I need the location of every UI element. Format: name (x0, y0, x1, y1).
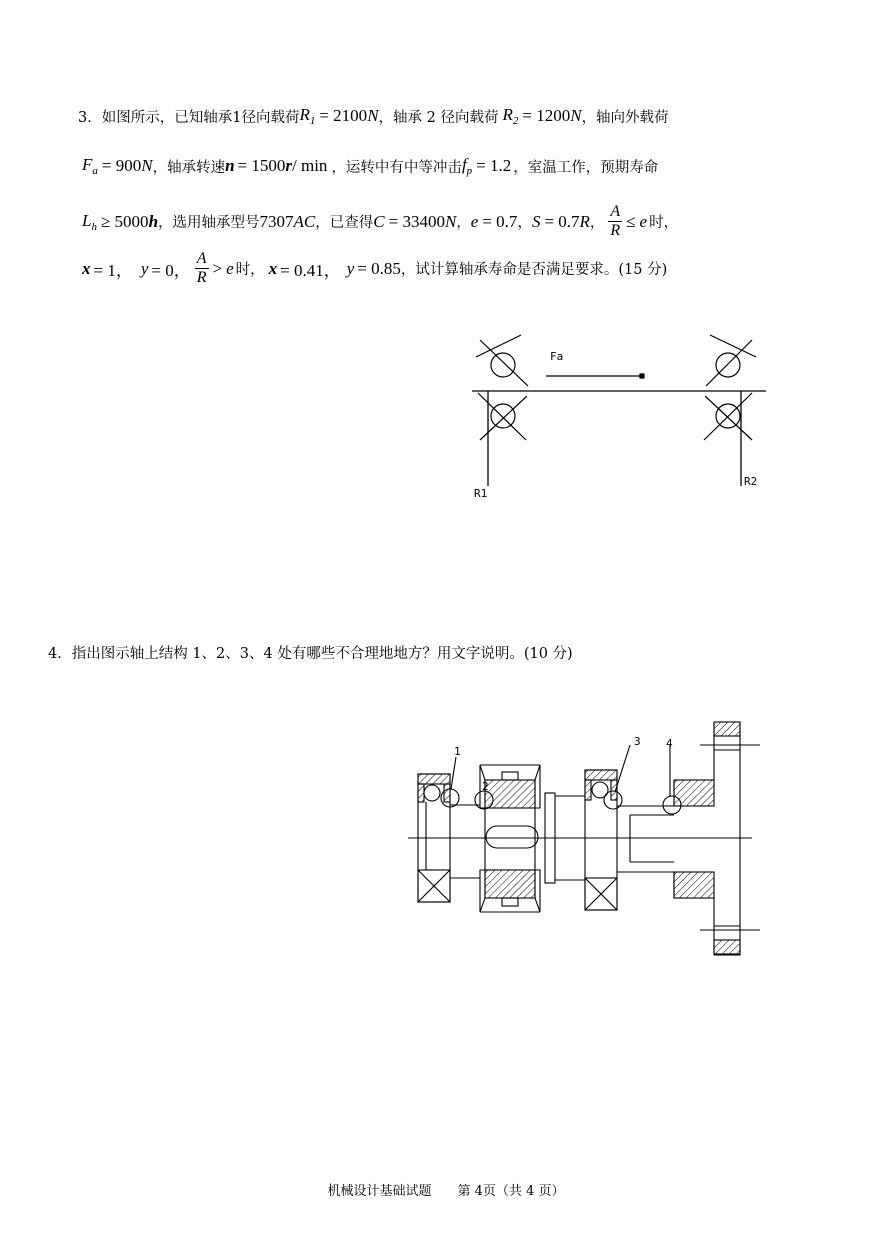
fraction-numerator: A (196, 250, 207, 267)
model-suffix: AC (293, 211, 316, 231)
s-r-symbol: R (579, 211, 590, 231)
unit-h: h (148, 211, 159, 231)
p3-text: ， (456, 215, 471, 231)
y-symbol: y (346, 258, 355, 278)
fraction-numerator: A (610, 203, 621, 220)
lh-symbol: $L_h$ (82, 210, 97, 233)
p3-text: ，轴承转速 (152, 159, 226, 176)
fa-label: Fa (550, 350, 564, 363)
p3-text: ，试计算轴承寿命是否满足要求。(15 分) (400, 262, 668, 278)
p3-text: ，选用轴承型号 (158, 215, 260, 231)
gt-sign: > (212, 258, 223, 278)
label-3: 3 (634, 735, 641, 748)
r2-value: = 1200 (522, 106, 571, 125)
unit-n: N (444, 211, 457, 231)
bearing-model: 7307 (259, 211, 294, 231)
p3-text: ，轴承 2 径向载荷 (378, 109, 499, 126)
n-symbol: n (225, 156, 235, 175)
leq-sign: ≤ (626, 211, 636, 231)
p3-text: ， (517, 215, 532, 231)
unit-r: r (285, 156, 293, 175)
c-value: = 33400 (388, 211, 445, 231)
c-symbol: C (373, 211, 385, 231)
s-value: = 0.7 (544, 211, 580, 231)
p3-text: ，室温工作，预期寿命 (513, 159, 659, 176)
x-symbol: x (82, 258, 91, 278)
x1-value: = 1， (93, 261, 133, 280)
unit-min: / min (292, 156, 328, 175)
unit-n: N (570, 106, 582, 125)
r1-symbol: $R_1$ (299, 105, 316, 127)
r1-value: = 2100 (319, 106, 368, 125)
fa-value: = 900 (101, 156, 142, 175)
fa-symbol: $F_a$ (82, 155, 98, 177)
x2-value: = 0.41， (280, 261, 341, 280)
r2-symbol: $R_2$ (502, 105, 519, 127)
unit-n: N (367, 106, 379, 125)
lh-value: ≥ 5000 (100, 211, 149, 231)
p3-text: 3．如图所示，已知轴承1径向载荷 (78, 109, 300, 126)
label-4: 4 (666, 737, 673, 750)
fp-symbol: $f_p$ (461, 155, 473, 177)
s-symbol: S (531, 211, 541, 231)
p4-text: 4．指出图示轴上结构 1、2、3、4 处有哪些不合理地地方？用文字说明。(10 分) (48, 646, 573, 662)
p3-text: ， (589, 215, 605, 231)
fraction-denominator: R (196, 269, 207, 286)
unit-n: N (141, 156, 153, 175)
y-symbol: y (140, 258, 149, 278)
r1-label: R1 (474, 487, 488, 500)
label-1: 1 (454, 745, 461, 758)
r2-label: R2 (744, 475, 758, 488)
p3-text: ，运转中有中等冲击 (331, 159, 462, 176)
y1-value: = 0， (151, 261, 191, 280)
y2-value: = 0.85 (357, 258, 401, 278)
x-symbol: x (268, 258, 278, 278)
p3-text: ，轴向外载荷 (581, 109, 669, 126)
p3-text: ，已查得 (315, 215, 374, 231)
e-symbol: e (470, 211, 479, 231)
page-footer: 机械设计基础试题 第 4页（共 4 页） (327, 1184, 565, 1199)
e-symbol: e (639, 211, 648, 231)
n-value: = 1500 (237, 156, 286, 175)
fraction-denominator: R (610, 222, 621, 239)
label-2: 2 (482, 780, 489, 793)
e-value: = 0.7 (482, 211, 518, 231)
p3-text: 时， (649, 215, 679, 231)
p3-text: 时， (235, 262, 265, 278)
fp-value: = 1.2 (476, 156, 512, 175)
e-symbol: e (226, 258, 234, 278)
